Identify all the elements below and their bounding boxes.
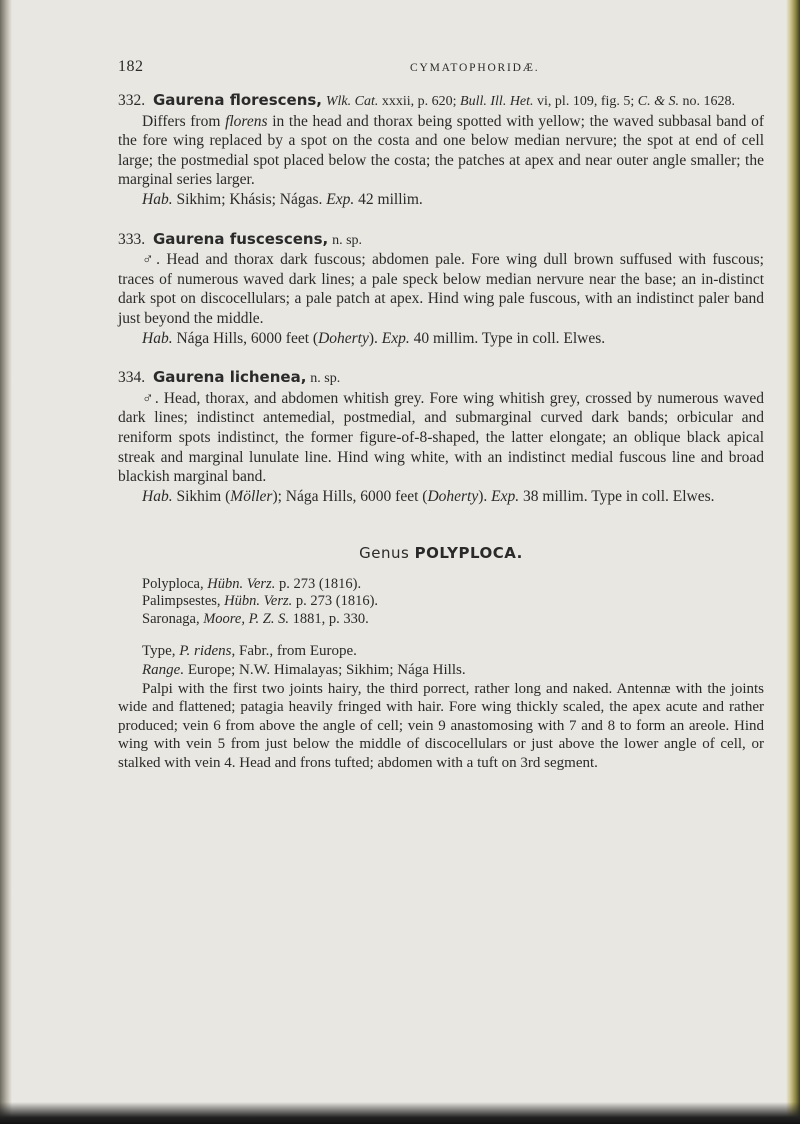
- italic-text: Exp.: [326, 190, 355, 208]
- habitat: Hab. Nága Hills, 6000 feet (Doherty). Exp. 40 millim. Type in coll. Elwes.: [142, 329, 606, 347]
- species-entry-333: [118, 230, 764, 349]
- citation: n. sp.: [332, 232, 363, 248]
- entry-number: 334.: [118, 369, 146, 387]
- italic-text: Bull. Ill. Het.: [460, 94, 534, 109]
- citation: n. sp.: [310, 371, 341, 387]
- species-name: Gaurena florescens,: [153, 91, 322, 109]
- species-entry-332: [118, 91, 764, 210]
- genus-prefix: Genus: [359, 544, 415, 563]
- italic-text: Hab.: [142, 190, 173, 208]
- running-head: [118, 57, 778, 81]
- description: ♂. Head and thorax dark fuscous; abdomen pale. Fore wing dull brown suffused with fuscous; traces of numerous waved dark lines; a pale speck below median nervure near the base; an in-distinct dark spot on discocellulars; a pale patch at apex. Hind wing pale fuscous, with an indistinct paler band just beyond the middle.: [118, 251, 764, 327]
- species-name: Gaurena lichenea,: [153, 368, 307, 387]
- italic-text: Möller: [230, 487, 273, 505]
- italic-text: Exp.: [381, 329, 410, 347]
- italic-text: Wlk. Cat.: [325, 94, 379, 109]
- entry-heading: [118, 368, 764, 389]
- italic-text: C. & S.: [637, 94, 680, 109]
- description: Differs from florens in the head and thorax being spotted with yellow; the waved subbasal band of the fore wing replaced by a spot on the costa and one below median nervure; the spot at end of cell large; the postmedial spot placed below the costa; the patches at apex and near outer angle smaller; the marginal series larger.: [118, 112, 764, 189]
- italic-text: florens: [225, 112, 268, 130]
- type-line: Type, P. ridens, Fabr., from Europe.: [142, 643, 357, 660]
- genus-heading: [118, 544, 764, 564]
- citation: Wlk. Cat. xxxii, p. 620; Bull. Ill. Het. vi, pl. 109, fig. 5; C. & S. no. 1628.: [325, 94, 736, 109]
- bottom-page-shadow: [0, 1102, 800, 1124]
- entry-number: 333.: [118, 230, 146, 248]
- italic-text: Exp.: [491, 487, 520, 505]
- italic-text: Hab.: [142, 329, 173, 347]
- italic-text: Doherty: [427, 487, 479, 505]
- italic-text: Hübn. Verz.: [224, 593, 293, 610]
- habitat: Hab. Sikhim; Khásis; Nágas. Exp. 42 millim.: [142, 190, 423, 208]
- italic-text: Hübn. Verz.: [207, 575, 276, 592]
- range-line: Range. Europe; N.W. Himalayas; Sikhim; Nága Hills.: [142, 661, 466, 678]
- synonym-line: Saronaga, Moore, P. Z. S. 1881, p. 330.: [142, 610, 369, 627]
- entry-heading: [118, 230, 764, 251]
- page-number: 182: [118, 58, 144, 75]
- synonym-line: Polyploca, Hübn. Verz. p. 273 (1816).: [142, 575, 362, 592]
- italic-text: Range.: [142, 661, 185, 678]
- description: ♂. Head, thorax, and abdomen whitish grey. Fore wing whitish grey, crossed by numerous waved dark lines; indistinct antemedial, postmedial, and submarginal curved dark bands; orbicular and reniform spots indistinct, the former figure-of-8-shaped, the latter elongate; an oblique black apical streak and marginal lunulate line. Hind wing white, with an indistinct medial fuscous line and broad blackish marginal band.: [118, 389, 764, 486]
- species-entry-334: [118, 368, 764, 506]
- book-binding-shadow: [0, 0, 12, 1124]
- book-page: [118, 0, 784, 773]
- page-content: [118, 91, 764, 773]
- entry-number: 332.: [118, 92, 146, 109]
- entry-heading: [118, 91, 764, 112]
- species-name: Gaurena fuscescens,: [153, 229, 329, 248]
- genus-description: Palpi with the first two joints hairy, the third porrect, rather long and naked. Antennæ with the joints wide and flattened; patagia heavily fringed with hair. Fore wing thickly scaled, the apex acute and rather produced; vein 6 from above the angle of cell; vein 9 anastomosing with 7 and 8 to form an areole. Hind wing with vein 5 from just below the middle of discocellulars or just above the lower angle of cell, or stalked with vein 4. Head and frons tufted; abdomen with a tuft on 3rd segment.: [118, 680, 764, 771]
- synonym-line: Palimpsestes, Hübn. Verz. p. 273 (1816).: [142, 593, 379, 610]
- italic-text: Hab.: [142, 487, 173, 505]
- genus-name: POLYPLOCA.: [414, 544, 523, 563]
- italic-text: P. ridens: [179, 643, 232, 660]
- habitat: Hab. Sikhim (Möller); Nága Hills, 6000 feet (Doherty). Exp. 38 millim. Type in coll. Elwes.: [142, 487, 715, 505]
- italic-text: Doherty: [318, 329, 369, 347]
- page-edge: [786, 0, 800, 1124]
- page-heading: CYMATOPHORIDÆ.: [410, 62, 540, 74]
- italic-text: Moore, P. Z. S.: [203, 610, 289, 627]
